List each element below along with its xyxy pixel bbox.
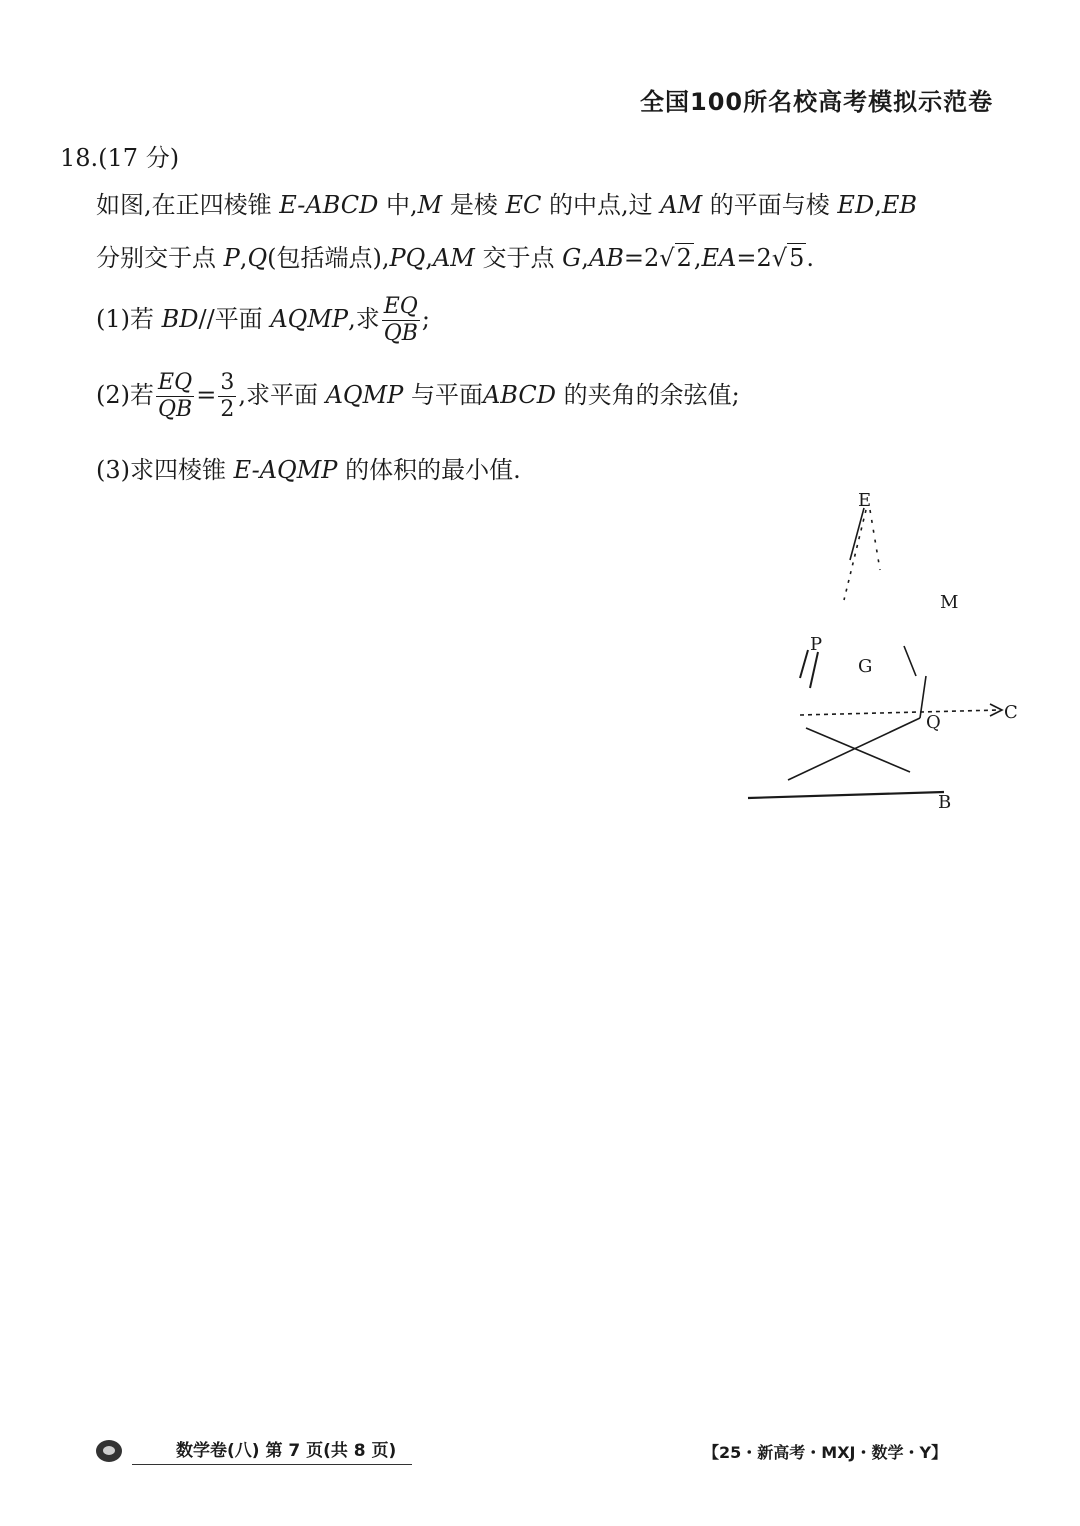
- question-number-line: [60, 138, 179, 173]
- stem-math: E-ABCD: [279, 191, 379, 219]
- part-text: ;: [421, 305, 430, 333]
- stem-text: ,: [239, 244, 248, 272]
- diagonal-bd: [788, 718, 920, 780]
- stem-math: AB: [588, 244, 624, 272]
- stem-math: P: [223, 244, 240, 272]
- stem-math: EB: [881, 191, 917, 219]
- fraction-denominator: 2: [220, 397, 235, 422]
- fraction-denominator: QB: [383, 321, 418, 346]
- part-math: BD: [161, 305, 199, 333]
- part-text: //平面: [198, 305, 271, 333]
- sqrt-radicand: 2: [676, 244, 692, 272]
- arrowhead-c: [990, 704, 1002, 716]
- stem-text: 是棱: [442, 191, 506, 219]
- part-math: E-AQMP: [233, 456, 338, 484]
- stem-text: 交于点: [474, 244, 563, 272]
- stem-text: 如图,在正四棱锥: [96, 191, 280, 219]
- stem-text: 分别交于点: [96, 244, 224, 272]
- sqrt-radicand: 5: [789, 244, 805, 272]
- stem-text: 的中点,过: [541, 191, 661, 219]
- stem-math: EC: [505, 191, 542, 219]
- part-text: (1)若: [96, 305, 162, 333]
- label-p: P: [810, 634, 823, 655]
- stem-math: M: [417, 191, 443, 219]
- edge-ep-fragment: [800, 650, 808, 678]
- sqrt-expression: √2: [659, 244, 692, 272]
- part-3: [96, 450, 521, 485]
- stem-text: 中,: [378, 191, 418, 219]
- edge-ab: [748, 792, 944, 798]
- edge-mq-fragment: [904, 646, 916, 676]
- header-title: 全国100所名校高考模拟示范卷: [640, 88, 994, 116]
- stem-line-1: [96, 185, 917, 220]
- stem-math: ED: [837, 191, 875, 219]
- stem-text: ,: [693, 244, 702, 272]
- stem-math: PQ: [389, 244, 426, 272]
- part-math: AQMP: [270, 305, 349, 333]
- part-text: (2)若: [96, 381, 154, 409]
- question-number: 18.: [60, 144, 99, 172]
- stem-text: =2: [623, 244, 660, 272]
- publisher-logo-icon: [96, 1440, 122, 1462]
- stem-math: G: [562, 244, 582, 272]
- edge-ea: [850, 508, 864, 560]
- label-m: M: [940, 592, 959, 613]
- stem-math: AM: [660, 191, 703, 219]
- stem-text: 的平面与棱: [702, 191, 838, 219]
- question-score: (17 分): [98, 144, 180, 172]
- part-text: 的体积的最小值.: [337, 456, 521, 484]
- part-text: ,求平面: [238, 381, 326, 409]
- edge-dc: [800, 710, 1000, 715]
- part-1: [96, 296, 430, 345]
- pyramid-figure: [720, 480, 1040, 820]
- label-e: E: [858, 490, 872, 511]
- sqrt-expression: √5: [771, 244, 805, 272]
- label-q: Q: [926, 712, 941, 733]
- stem-text: ,: [425, 244, 433, 272]
- edge-ed: [844, 510, 866, 600]
- label-c: C: [1004, 702, 1018, 723]
- fraction-eq-qb: [382, 296, 420, 345]
- stem-text: ,: [874, 191, 882, 219]
- part-text: ,求: [348, 305, 380, 333]
- part-text: (3)求四棱锥: [96, 456, 234, 484]
- diagonal-ac: [806, 728, 910, 772]
- stem-text: (包括端点),: [267, 244, 390, 272]
- footer-right: 【25・新高考・MXJ・数学・Y】: [703, 1443, 948, 1462]
- equals-sign: =: [196, 381, 217, 409]
- stem-math: EA: [701, 244, 737, 272]
- label-g: G: [858, 656, 873, 677]
- part-math: ABCD: [482, 381, 556, 409]
- fraction-three-halves: [218, 372, 236, 421]
- fraction-numerator: 3: [220, 370, 235, 395]
- stem-text: =2: [736, 244, 772, 272]
- stem-math: AM: [432, 244, 475, 272]
- stem-math: Q: [247, 244, 268, 272]
- footer-left: [96, 1436, 412, 1465]
- label-b: B: [938, 792, 952, 813]
- fraction-numerator: EQ: [382, 296, 420, 321]
- footer-page-info: 数学卷(八) 第 7 页(共 8 页): [132, 1436, 412, 1465]
- fraction-eq-qb: [156, 372, 194, 421]
- fraction-denominator: QB: [158, 397, 193, 422]
- fraction-numerator: EQ: [156, 372, 194, 397]
- stem-text: ,: [581, 244, 589, 272]
- stem-text: .: [806, 244, 814, 272]
- edge-ep-fragment: [810, 652, 818, 688]
- part-text: 与平面: [403, 381, 483, 409]
- part-text: 的夹角的余弦值;: [555, 381, 740, 409]
- stem-line-2: [96, 238, 814, 273]
- edge-ec: [870, 510, 880, 570]
- part-math: AQMP: [325, 381, 404, 409]
- part-2: [96, 372, 740, 421]
